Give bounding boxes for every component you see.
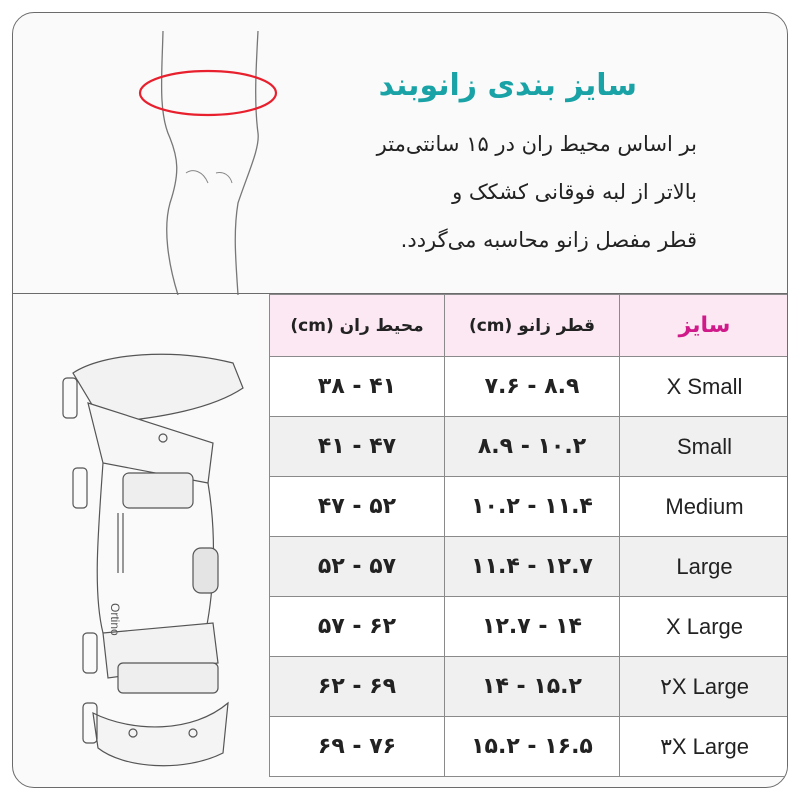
size-cell: Large [620,537,789,597]
size-cell: ۲X Large [620,657,789,717]
table-row [270,717,789,777]
table-row [270,417,789,477]
knee-brace-icon [43,333,253,773]
brace-brand-label: Ortino [108,603,122,636]
size-guide-card [12,12,788,788]
header-knee-diameter: قطر زانو (cm) [445,295,620,357]
description [277,120,697,264]
knee-cell: ۱۱.۴ - ۱۲.۷ [445,537,620,597]
table-header-row [270,295,789,357]
table-row [270,357,789,417]
thigh-cell: ۴۱ - ۴۷ [270,417,445,477]
knee-cell: ۱۲.۷ - ۱۴ [445,597,620,657]
table-row [270,477,789,537]
table-row [270,597,789,657]
knee-cell: ۷.۶ - ۸.۹ [445,357,620,417]
knee-cell: ۱۴ - ۱۵.۲ [445,657,620,717]
description-line: قطر مفصل زانو محاسبه می‌گردد. [400,228,697,252]
thigh-cell: ۶۲ - ۶۹ [270,657,445,717]
thigh-cell: ۳۸ - ۴۱ [270,357,445,417]
thigh-cell: ۴۷ - ۵۲ [270,477,445,537]
thigh-cell: ۵۷ - ۶۲ [270,597,445,657]
header-thigh-circumference: محیط ران (cm) [270,295,445,357]
knee-cell: ۱۵.۲ - ۱۶.۵ [445,717,620,777]
thigh-cell: ۶۹ - ۷۶ [270,717,445,777]
size-cell: Medium [620,477,789,537]
header-size: سایز [620,295,789,357]
size-chart-table [269,294,788,777]
thigh-cell: ۵۲ - ۵۷ [270,537,445,597]
size-cell: Small [620,417,789,477]
size-cell: X Large [620,597,789,657]
size-cell: ۳X Large [620,717,789,777]
table-row [270,657,789,717]
knee-cell: ۱۰.۲ - ۱۱.۴ [445,477,620,537]
description-line: بر اساس محیط ران در ۱۵ سانتی‌متر [376,132,697,156]
knee-cell: ۸.۹ - ۱۰.۲ [445,417,620,477]
size-cell: X Small [620,357,789,417]
table-row [270,537,789,597]
page-title: سایز بندی زانوبند [378,68,637,103]
description-line: بالاتر از لبه فوقانی کشکک و [452,180,697,204]
